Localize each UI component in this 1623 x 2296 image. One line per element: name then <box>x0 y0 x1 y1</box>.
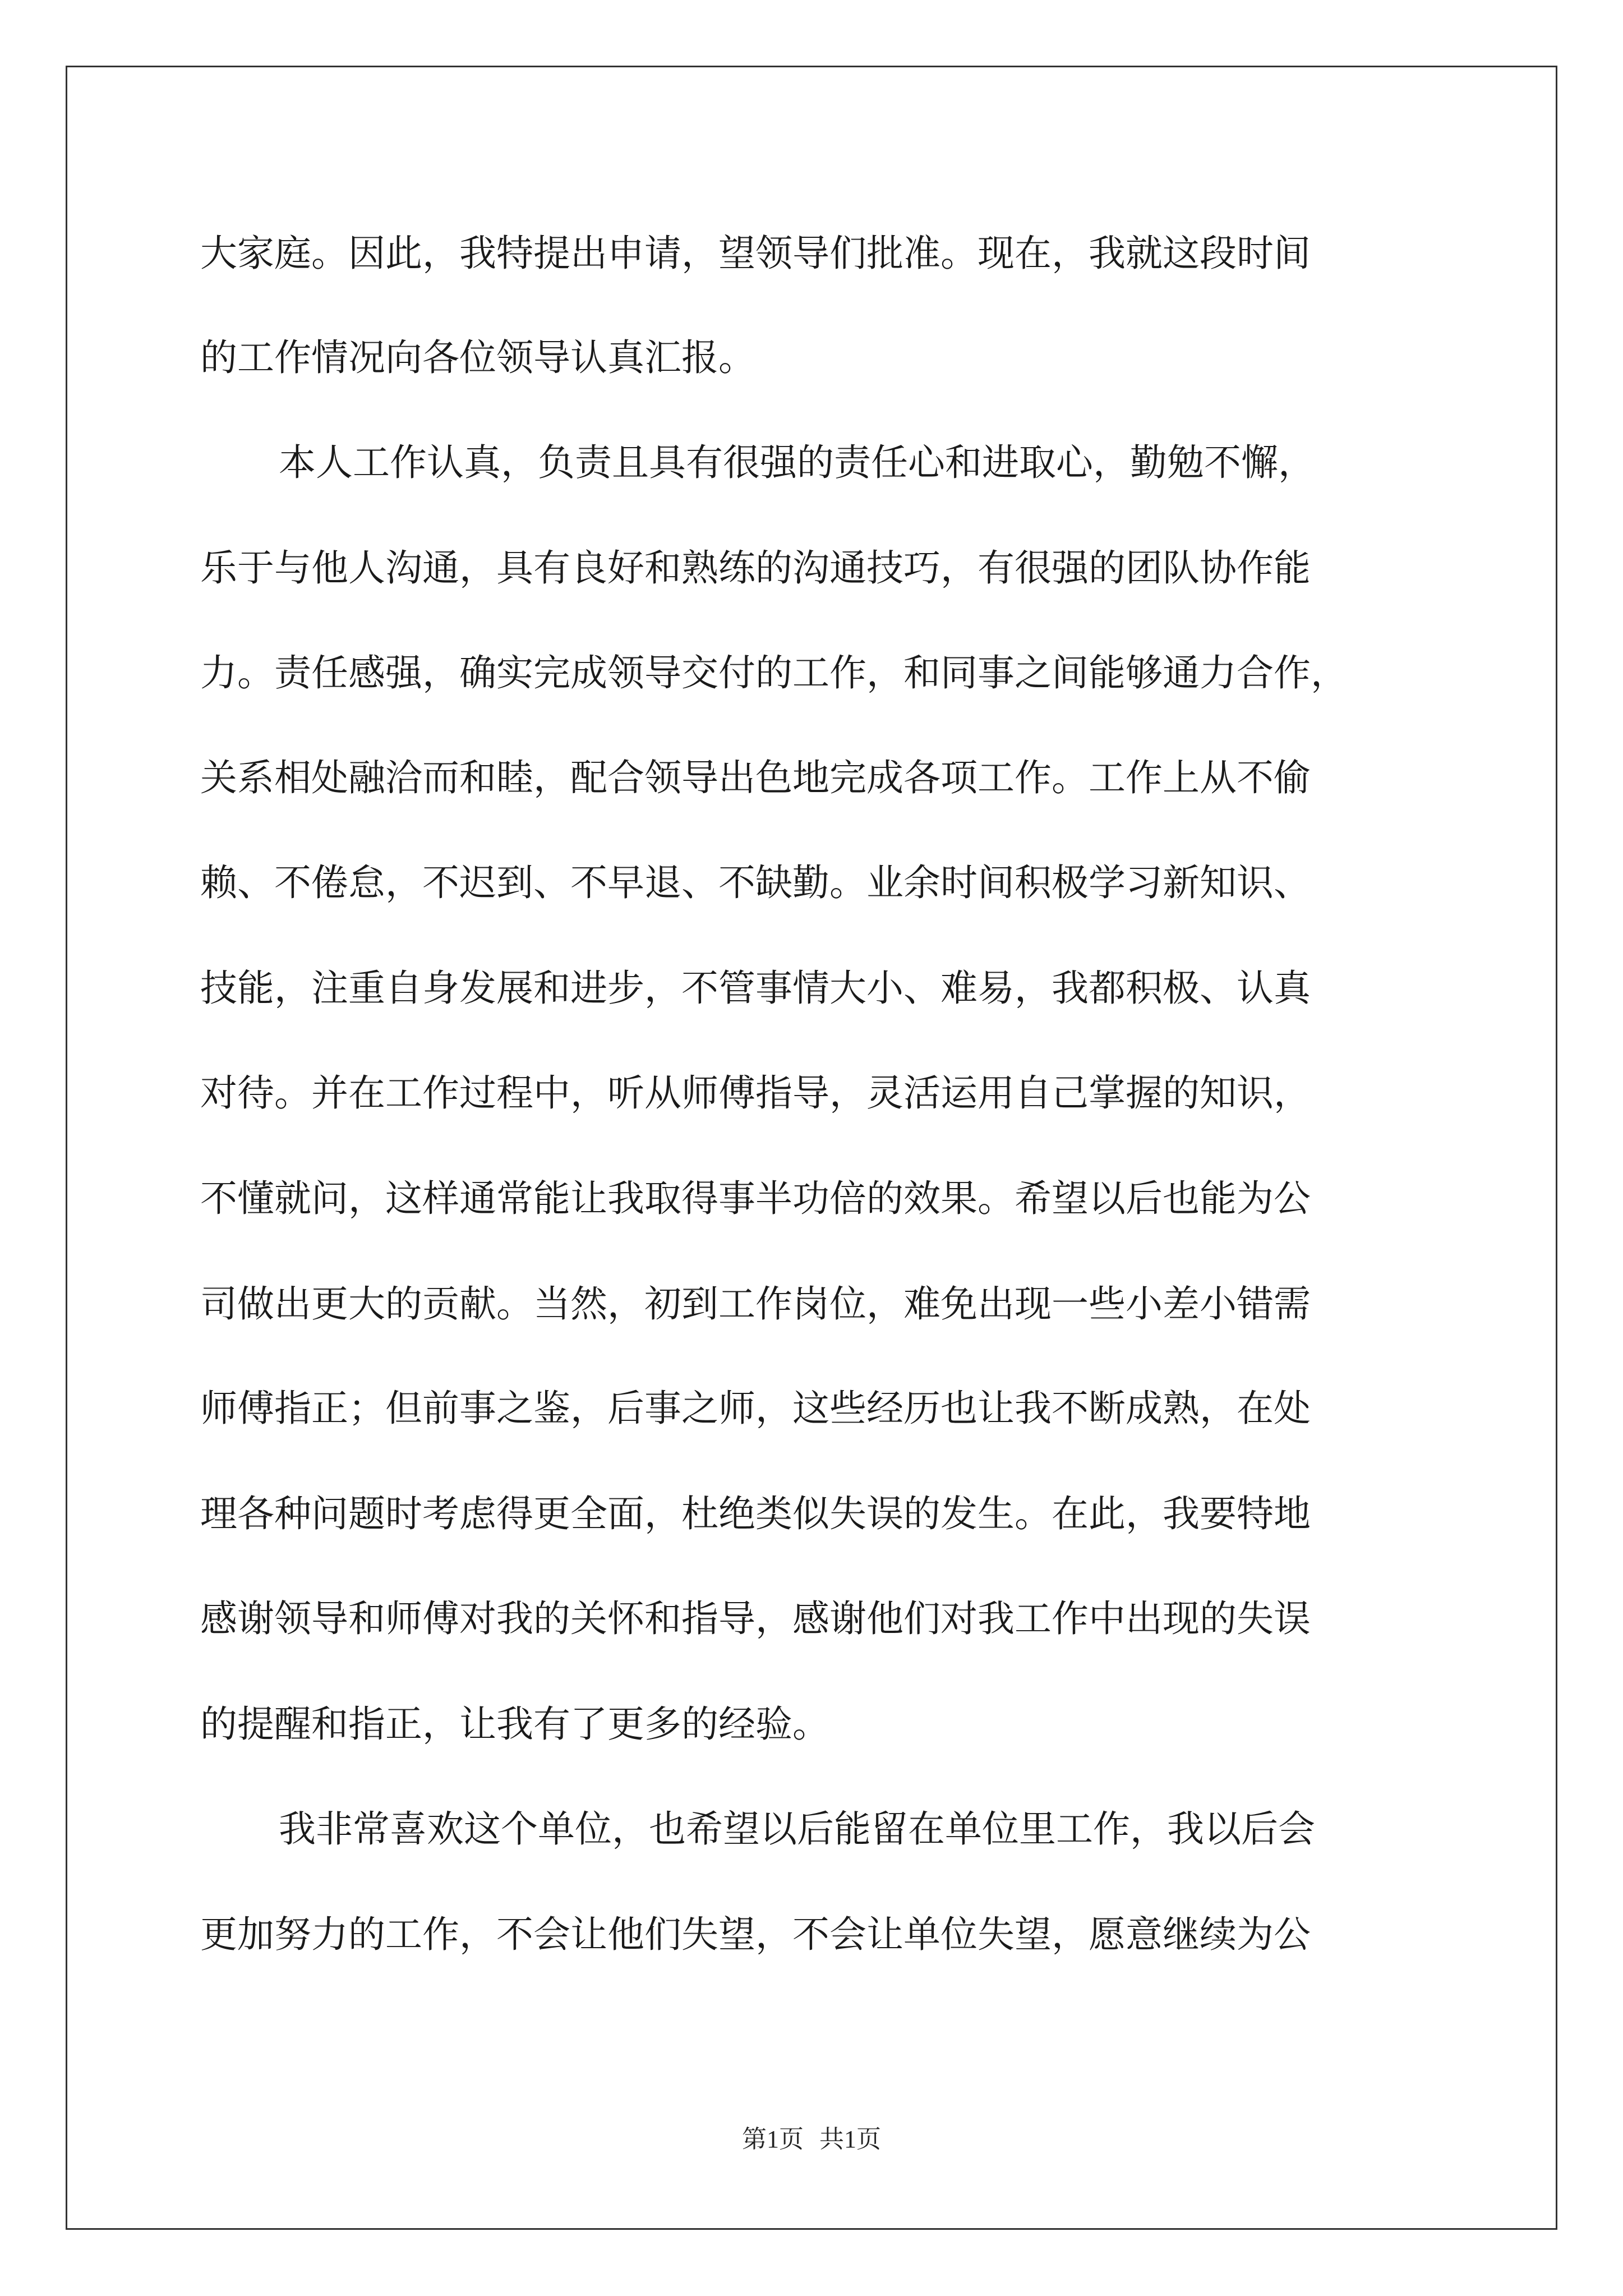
page-footer <box>0 2124 1623 2155</box>
text-line: 大家庭。因此，我特提出申请，望领导们批准。现在，我就这段时间 <box>200 232 1311 275</box>
text-line: 对待。并在工作过程中，听从师傅指导，灵活运用自己掌握的知识， <box>200 1071 1311 1115</box>
text-line: 不懂就问，这样通常能让我取得事半功倍的效果。希望以后也能为公 <box>200 1177 1311 1220</box>
page-number: 第1页 <box>742 2125 804 2153</box>
page-total: 共1页 <box>819 2125 881 2153</box>
text-line: 技能，注重自身发展和进步，不管事情大小、难易，我都积极、认真 <box>200 967 1311 1010</box>
text-line: 师傅指正；但前事之鉴，后事之师，这些经历也让我不断成熟，在处 <box>200 1387 1311 1430</box>
text-line: 更加努力的工作，不会让他们失望，不会让单位失望，愿意继续为公 <box>200 1913 1311 1956</box>
text-line: 的工作情况向各位领导认真汇报。 <box>200 336 755 379</box>
page-border <box>66 66 1557 2230</box>
text-line: 赖、不倦怠，不迟到、不早退、不缺勤。业余时间积极学习新知识、 <box>200 861 1311 904</box>
text-line: 感谢领导和师傅对我的关怀和指导，感谢他们对我工作中出现的失误 <box>200 1597 1311 1640</box>
text-line: 理各种问题时考虑得更全面，杜绝类似失误的发生。在此，我要特地 <box>200 1492 1311 1535</box>
text-line: 我非常喜欢这个单位，也希望以后能留在单位里工作，我以后会 <box>279 1807 1315 1851</box>
text-line: 本人工作认真，负责且具有很强的责任心和进取心，勤勉不懈， <box>279 441 1315 484</box>
text-line: 力。责任感强，确实完成领导交付的工作，和同事之间能够通力合作， <box>200 651 1348 694</box>
text-line: 乐于与他人沟通，具有良好和熟练的沟通技巧，有很强的团队协作能 <box>200 546 1311 590</box>
text-line: 司做出更大的贡献。当然，初到工作岗位，难免出现一些小差小错需 <box>200 1282 1311 1326</box>
text-line: 的提醒和指正，让我有了更多的经验。 <box>200 1703 829 1746</box>
text-line: 关系相处融洽而和睦，配合领导出色地完成各项工作。工作上从不偷 <box>200 756 1311 799</box>
